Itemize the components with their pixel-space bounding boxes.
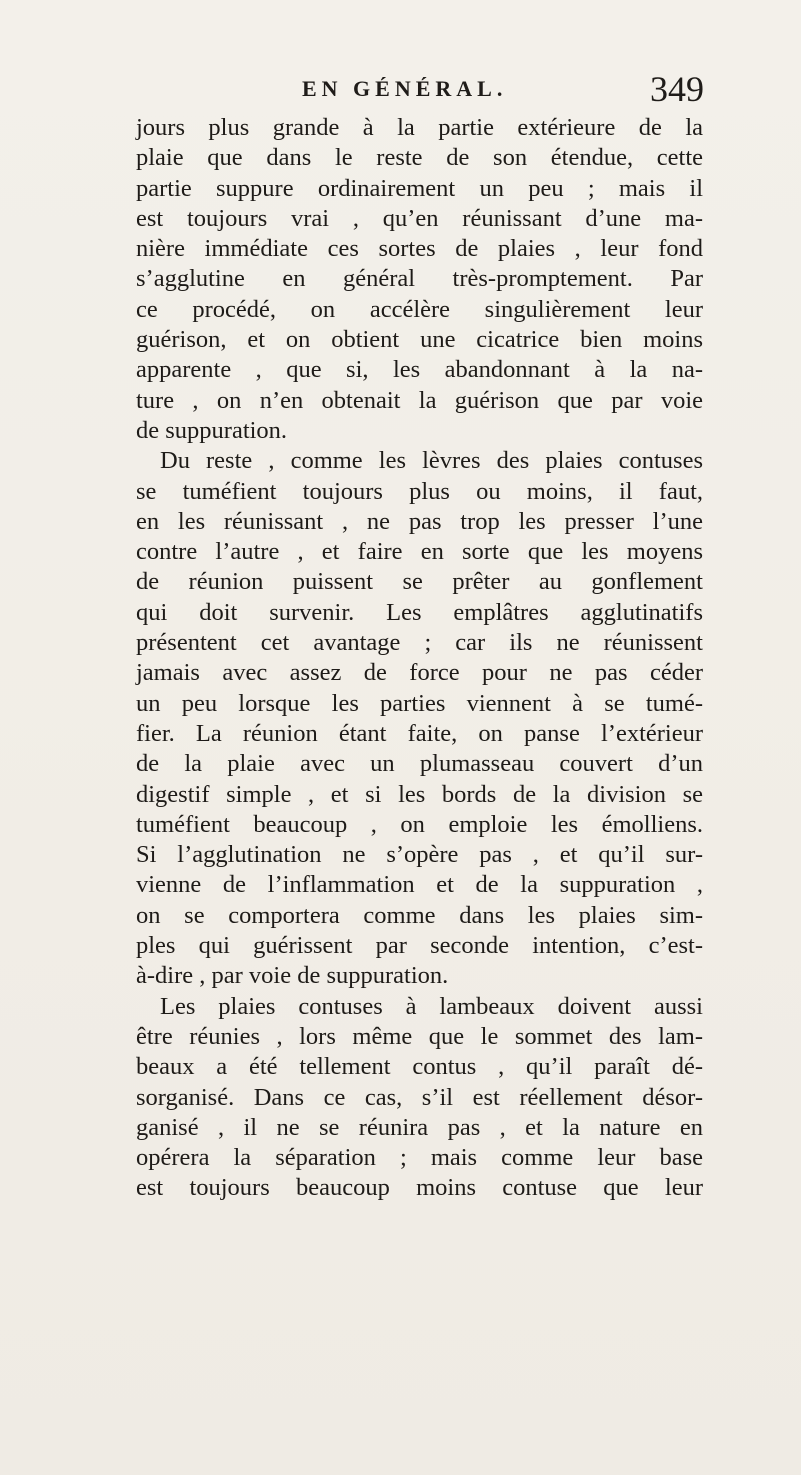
text-line: qui doit survenir. Les emplâtres agglutinatifs: [136, 598, 703, 626]
text-line: à-dire , par voie de suppuration.: [136, 962, 449, 990]
text-line: de suppuration.: [136, 416, 288, 444]
text-line: beaux a été tellement contus , qu’il paraît dé-: [136, 1053, 703, 1081]
text-line: contre l’autre , et faire en sorte que les moyens: [136, 538, 703, 566]
text-line: ture , on n’en obtenait la guérison que par voie: [136, 386, 703, 414]
text-line: de la plaie avec un plumasseau couvert d’un: [136, 750, 703, 778]
text-line: un peu lorsque les parties viennent à se tumé-: [136, 689, 703, 717]
text-line: s’agglutine en général très-promptement. Par: [136, 265, 703, 293]
text-line: opérera la séparation ; mais comme leur base: [136, 1144, 703, 1172]
text-line: tuméfient beaucoup , on emploie les émolliens.: [136, 810, 703, 838]
body-text: [136, 113, 703, 1204]
text-line: se tuméfient toujours plus ou moins, il faut,: [136, 477, 703, 505]
text-line: guérison, et on obtient une cicatrice bien moins: [136, 326, 703, 354]
text-line: en les réunissant , ne pas trop les presser l’une: [136, 507, 703, 535]
text-line: plaie que dans le reste de son étendue, cette: [136, 144, 703, 172]
text-line: nière immédiate ces sortes de plaies , leur fond: [136, 235, 703, 263]
text-line: présentent cet avantage ; car ils ne réunissent: [136, 629, 703, 657]
text-line: Les plaies contuses à lambeaux doivent aussi: [160, 992, 703, 1020]
text-line: jamais avec assez de force pour ne pas céder: [136, 659, 703, 687]
text-line: ce procédé, on accélère singulièrement leur: [136, 295, 703, 323]
text-line: de réunion puissent se prêter au gonflement: [136, 568, 703, 596]
text-line: on se comportera comme dans les plaies sim-: [136, 901, 703, 929]
text-line: jours plus grande à la partie extérieure de la: [136, 114, 703, 141]
text-line: partie suppure ordinairement un peu ; mais il: [136, 174, 703, 202]
text-line: est toujours beaucoup moins contuse que leur: [136, 1174, 703, 1202]
text-line: digestif simple , et si les bords de la division se: [136, 780, 703, 808]
text-line: fier. La réunion étant faite, on panse l’extérieur: [136, 719, 703, 747]
text-line: est toujours vrai , qu’en réunissant d’une ma-: [136, 204, 703, 232]
text-line: être réunies , lors même que le sommet des lam-: [136, 1022, 703, 1050]
running-head: [0, 68, 801, 112]
text-line: ples qui guérissent par seconde intention, c’est-: [136, 932, 703, 960]
text-line: Du reste , comme les lèvres des plaies contuses: [160, 447, 703, 475]
page-number: 349: [650, 69, 704, 109]
text-line: Si l’agglutination ne s’opère pas , et qu’il sur-: [136, 841, 703, 869]
text-line: ganisé , il ne se réunira pas , et la nature en: [136, 1113, 703, 1141]
running-title: EN GÉNÉRAL.: [302, 76, 508, 101]
text-line: sorganisé. Dans ce cas, s’il est réellement désor-: [136, 1083, 703, 1111]
text-line: apparente , que si, les abandonnant à la na-: [136, 356, 703, 384]
text-line: vienne de l’inflammation et de la suppuration ,: [136, 871, 703, 899]
